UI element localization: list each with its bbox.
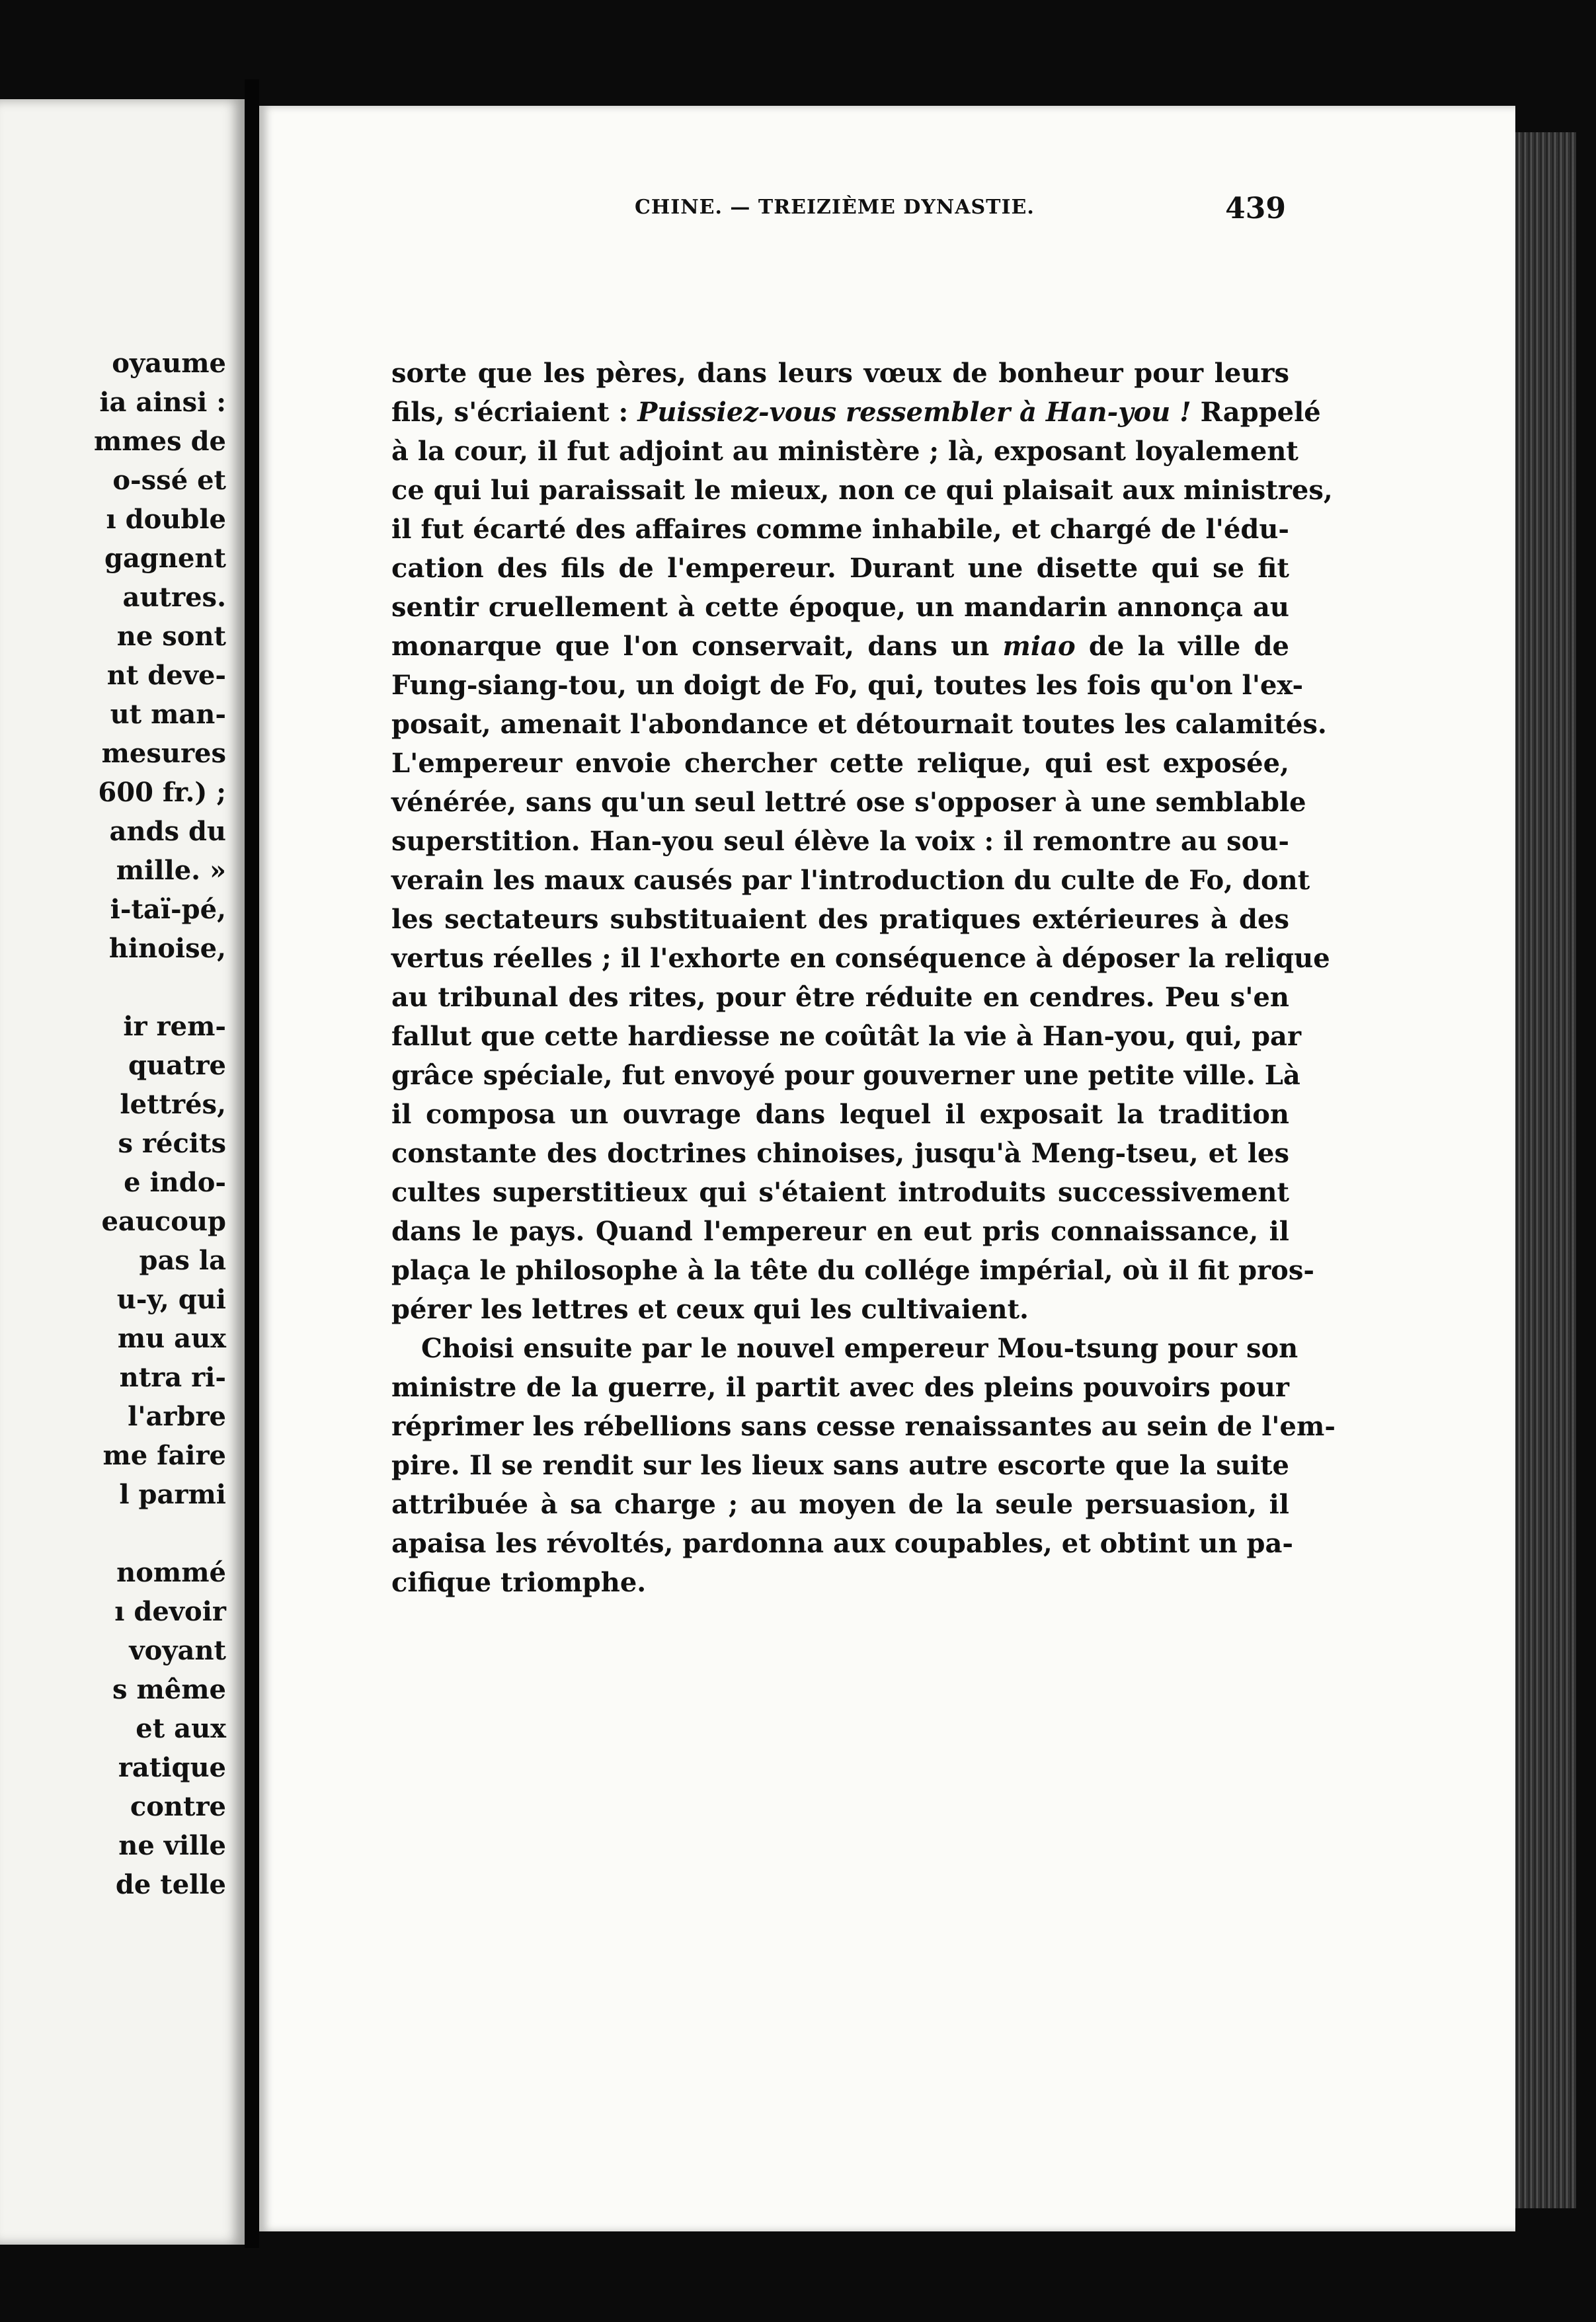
text-line: sentir cruellement à cette époque, un mandarin annonça au (391, 592, 1289, 623)
italic-quote: Puissiez-vous ressembler à Han-you ! (637, 397, 1191, 428)
left-page-line: l'arbre (128, 1401, 226, 1432)
text-line: monarque que l'on conservait, dans un miao de la ville de (391, 631, 1289, 662)
text-line: dans le pays. Quand l'empereur en eut pris connaissance, il (391, 1216, 1289, 1247)
left-page-line: ne ville (118, 1830, 226, 1861)
left-page-line: ı double (106, 504, 226, 535)
text-line: plaça le philosophe à la tête du collége impérial, où il fit pros- (391, 1255, 1314, 1286)
left-page-text-fragments (0, 344, 226, 1904)
text-line: grâce spéciale, fut envoyé pour gouverner une petite ville. Là (391, 1060, 1300, 1091)
text-line: ministre de la guerre, il partit avec des pleins pouvoirs pour (391, 1372, 1289, 1403)
left-page-line: ı devoir (114, 1596, 226, 1627)
text-line: cation des fils de l'empereur. Durant une disette qui se fit (391, 553, 1289, 584)
left-page-line: u-y, qui (116, 1284, 226, 1315)
text-line: superstition. Han-you seul élève la voix : il remontre au sou- (391, 826, 1289, 857)
left-facing-page (0, 99, 245, 2245)
text-line: pérer les lettres et ceux qui les cultivaient. (391, 1294, 1029, 1325)
text-line: les sectateurs substituaient des pratiques extérieures à des (391, 904, 1289, 935)
paragraph-2 (391, 1329, 1336, 1602)
left-page-line: ands du (109, 816, 226, 847)
left-page-line: hinoise, (108, 933, 226, 964)
left-page-line: ratique (118, 1752, 226, 1783)
left-page-line: et aux (136, 1713, 226, 1744)
left-page-line: voyant (129, 1635, 226, 1666)
left-page-line: mille. » (116, 855, 226, 886)
text-line: fallut que cette hardiesse ne coûtât la vie à Han-you, qui, par (391, 1021, 1302, 1052)
text-line: Fung-siang-tou, un doigt de Fo, qui, toutes les fois qu'on l'ex- (391, 670, 1304, 701)
running-head: CHINE. — TREIZIÈME DYNASTIE. (635, 196, 1035, 219)
text-line: il fut écarté des affaires comme inhabile, et chargé de l'édu- (391, 514, 1289, 545)
left-page-line: eaucoup (101, 1206, 226, 1237)
text-line: verain les maux causés par l'introduction du culte de Fo, dont (391, 865, 1310, 896)
text-line: L'empereur envoie chercher cette relique, qui est exposée, (391, 748, 1289, 779)
text-line: pire. Il se rendit sur les lieux sans autre escorte que la suite (391, 1450, 1289, 1481)
left-page-line: pas la (139, 1245, 226, 1276)
text-line: vénérée, sans qu'un seul lettré ose s'opposer à une semblable (391, 787, 1306, 818)
page-header (374, 192, 1293, 238)
text-line: constante des doctrines chinoises, jusqu'à Meng-tseu, et les (391, 1138, 1289, 1169)
left-page-line: gagnent (104, 543, 226, 574)
left-page-line: s récits (118, 1128, 226, 1159)
text-line: réprimer les rébellions sans cesse renaissantes au sein de l'em- (391, 1411, 1336, 1442)
left-page-line: lettrés, (120, 1089, 226, 1120)
book-gutter (245, 79, 259, 2248)
left-page-line: l parmi (119, 1479, 226, 1510)
left-page-line: e indo- (124, 1167, 226, 1198)
left-page-line (0, 1514, 226, 1553)
text-line: cifique triomphe. (391, 1567, 647, 1598)
left-page-line: ir rem- (123, 1011, 226, 1042)
page-edges (1515, 132, 1576, 2208)
paragraph-1 (391, 354, 1333, 1329)
left-page-line: o-ssé et (112, 465, 226, 496)
left-page-line (0, 968, 226, 1007)
text-line: posait, amenait l'abondance et détournait toutes les calamités. (391, 709, 1327, 740)
left-page-line: nommé (116, 1557, 226, 1588)
left-page-line: autres. (122, 582, 226, 613)
left-page-line: de telle (115, 1869, 226, 1900)
left-page-line: s même (112, 1674, 226, 1705)
text-line: sorte que les pères, dans leurs vœux de bonheur pour leurs (391, 358, 1289, 389)
text-line: Choisi ensuite par le nouvel empereur Mou-tsung pour son (421, 1333, 1298, 1364)
text-line: au tribunal des rites, pour être réduite en cendres. Peu s'en (391, 982, 1289, 1013)
page-body-text (391, 354, 1336, 1602)
left-page-line: quatre (128, 1050, 226, 1081)
left-page-line: oyaume (112, 348, 226, 379)
left-page-line: ntra ri- (119, 1362, 226, 1393)
text-line: attribuée à sa charge ; au moyen de la seule persuasion, il (391, 1489, 1289, 1520)
text-line: ce qui lui paraissait le mieux, non ce qui plaisait aux ministres, (391, 475, 1333, 506)
left-page-line: mesures (101, 738, 226, 769)
text-line: à la cour, il fut adjoint au ministère ; là, exposant loyalement (391, 436, 1298, 467)
left-page-line: 600 fr.) ; (98, 777, 226, 808)
text-line: il composa un ouvrage dans lequel il exposait la tradition (391, 1099, 1289, 1130)
left-page-line: me faire (102, 1440, 226, 1471)
left-page-line: mmes de (94, 426, 226, 457)
text-line: fils, s'écriaient : Puissiez-vous ressembler à Han-you ! Rappelé (391, 397, 1321, 428)
text-line: apaisa les révoltés, pardonna aux coupables, et obtint un pa- (391, 1528, 1294, 1559)
left-page-line: mu aux (117, 1323, 226, 1354)
left-page-line: ia ainsi : (99, 387, 226, 418)
left-page-line: nt deve- (106, 660, 226, 691)
left-page-line: ut man- (110, 699, 226, 730)
left-page-line: contre (130, 1791, 226, 1822)
left-page-line: ne sont (116, 621, 226, 652)
text-line: vertus réelles ; il l'exhorte en conséquence à déposer la relique (391, 943, 1330, 974)
text-line: cultes superstitieux qui s'étaient introduits successivement (391, 1177, 1289, 1208)
page-number: 439 (1225, 192, 1286, 225)
left-page-line: i-taï-pé, (110, 894, 226, 925)
italic-term: miao (1002, 631, 1076, 662)
